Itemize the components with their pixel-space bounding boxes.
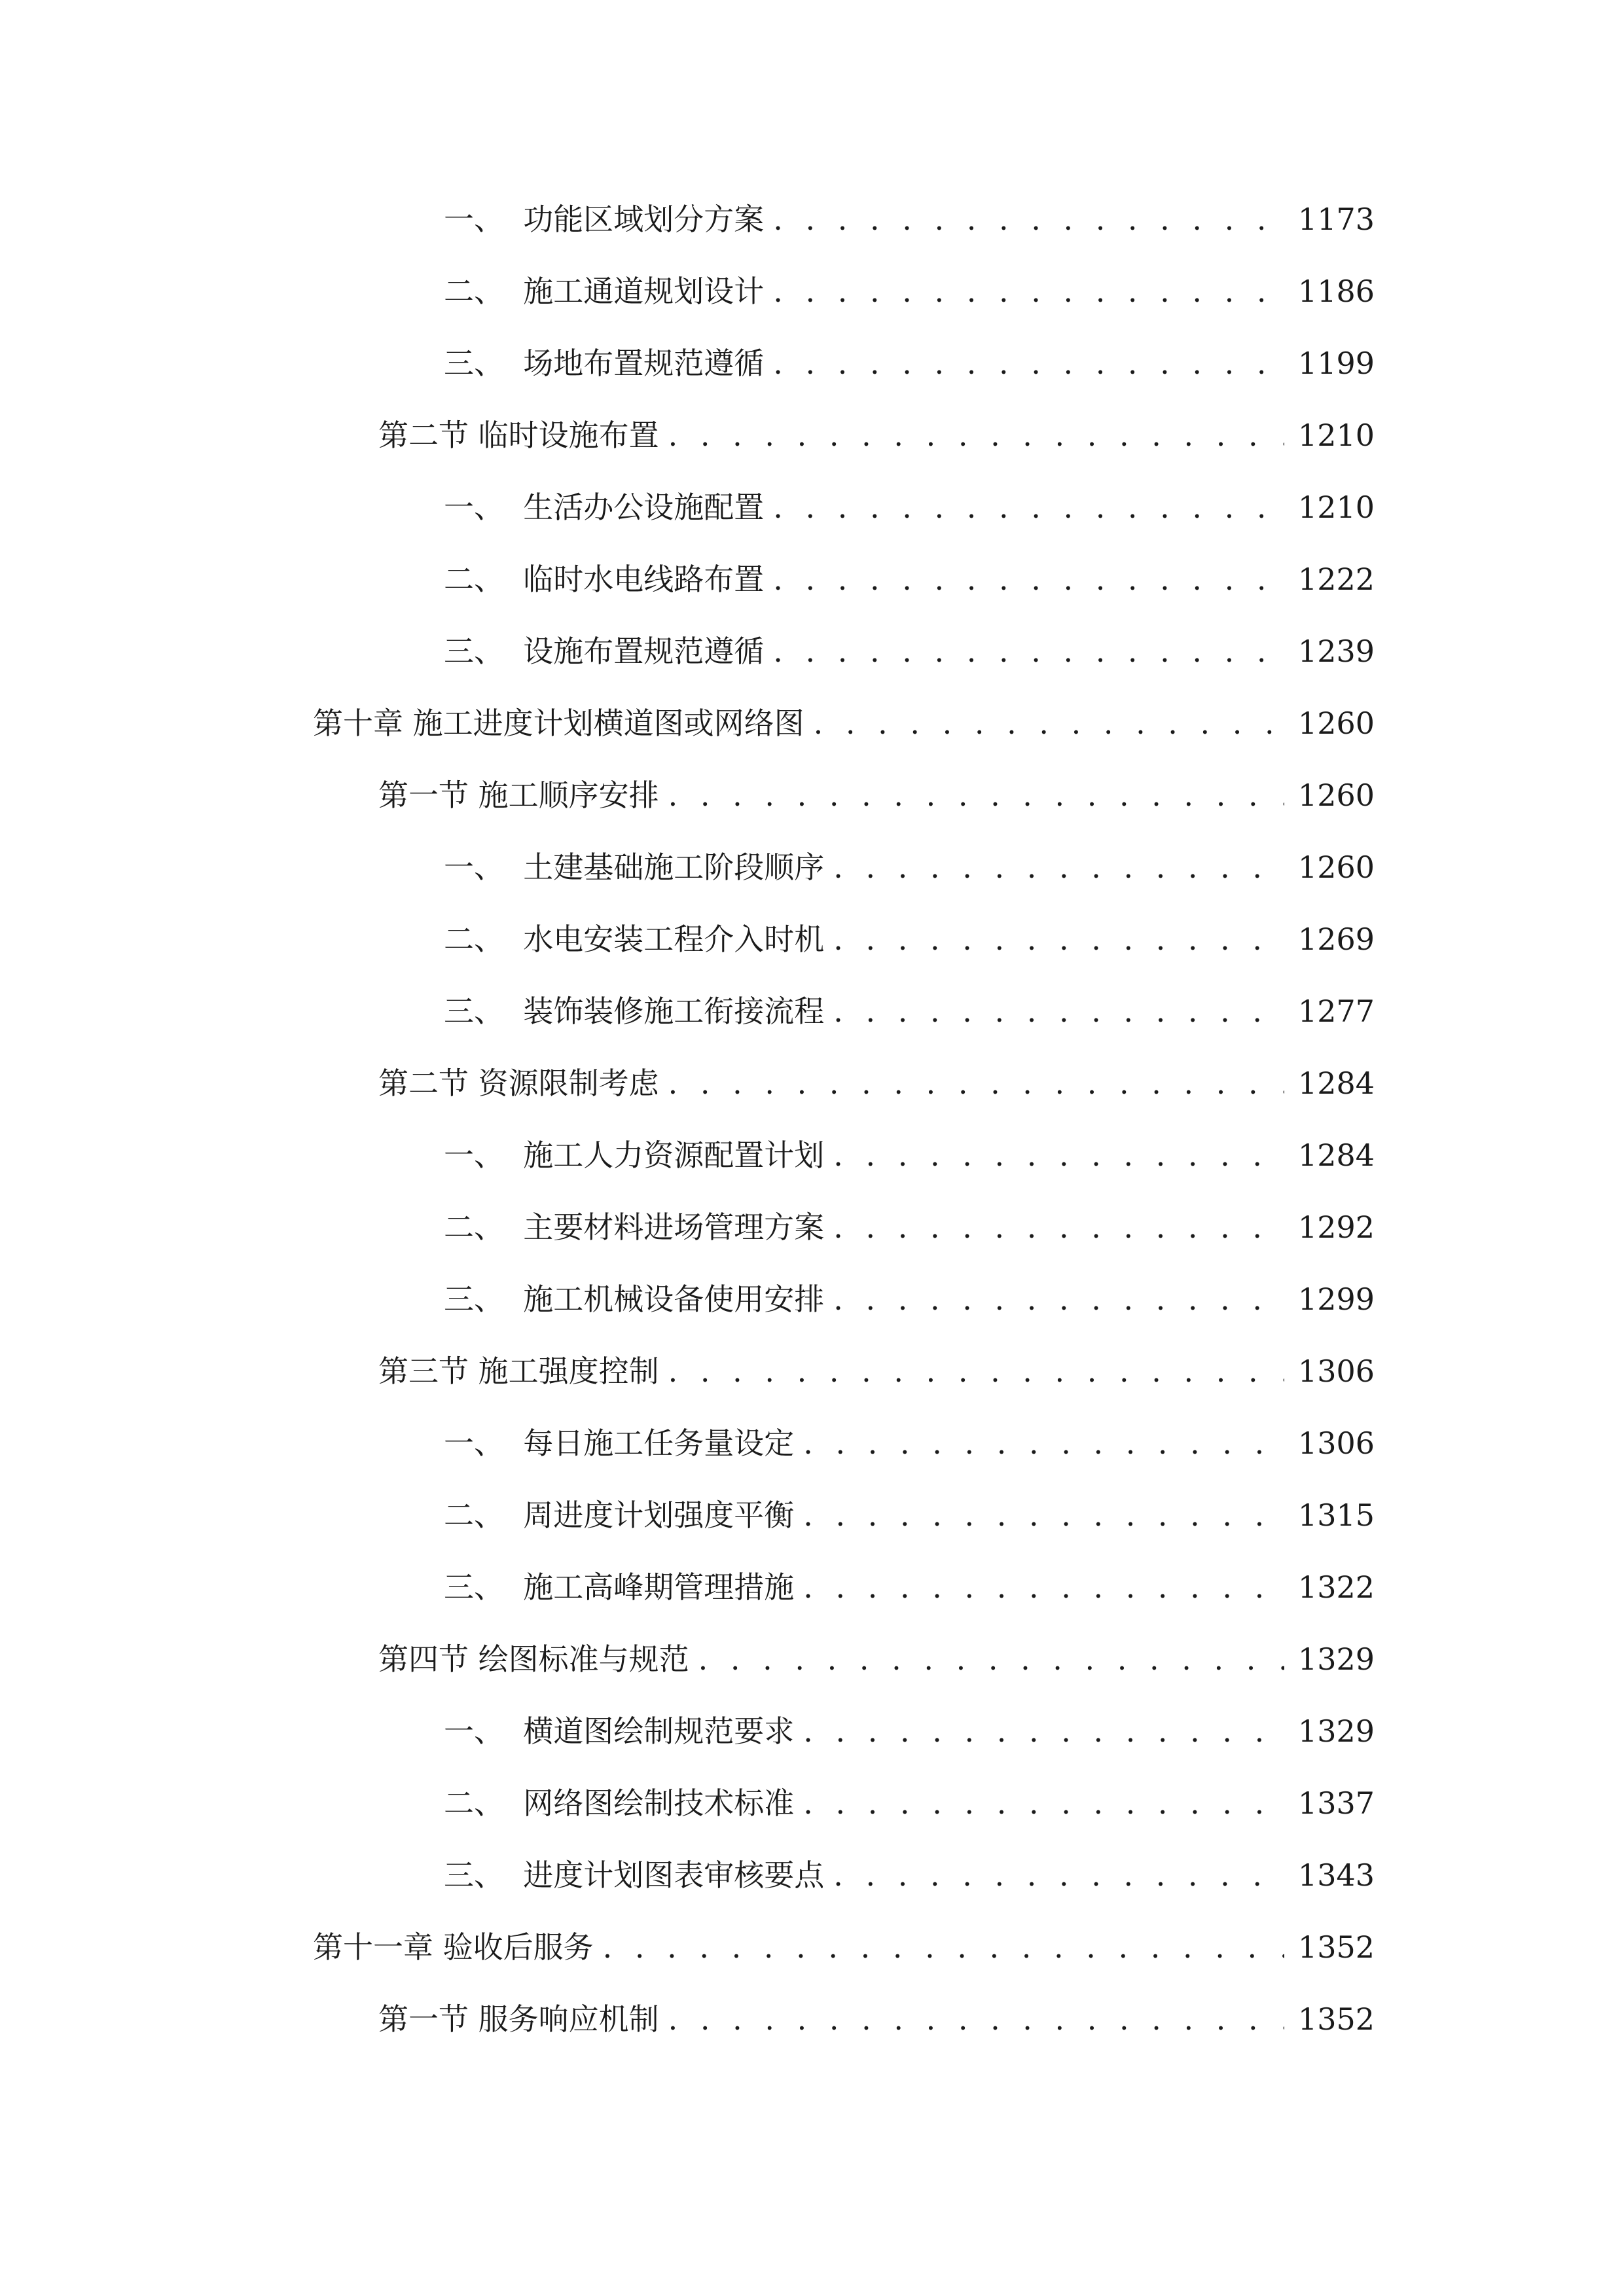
toc-dot-leader: [833, 1198, 1284, 1257]
toc-page-number: 1306: [1297, 1354, 1375, 1389]
toc-entry-title: 进度计划图表审核要点: [523, 1857, 825, 1893]
toc-entry-title: 功能区域划分方案: [523, 202, 765, 237]
toc-entry-title: 横道图绘制规范要求: [523, 1713, 795, 1749]
toc-subsection-entry[interactable]: [444, 262, 1375, 334]
toc-page-number: 1199: [1297, 346, 1375, 381]
toc-subsection-entry[interactable]: [444, 1774, 1375, 1846]
toc-entry-gap: [504, 1702, 523, 1761]
toc-entry-number: 三、: [444, 634, 504, 669]
toc-dot-leader: [773, 622, 1284, 681]
toc-entry-title: 场地布置规范遵循: [523, 346, 765, 381]
toc-entry-gap: [469, 406, 478, 465]
toc-page-number: 1292: [1297, 1210, 1375, 1245]
toc-dot-leader: [803, 1702, 1284, 1761]
toc-subsection-entry[interactable]: [444, 838, 1375, 910]
toc-subsection-entry[interactable]: [444, 622, 1375, 694]
toc-entry-number: 第三节: [378, 1354, 469, 1389]
toc-page-number: 1329: [1297, 1641, 1375, 1677]
toc-entry-gap: [504, 1486, 523, 1545]
toc-page-number: 1173: [1297, 202, 1375, 237]
toc-entry-title: 临时水电线路布置: [523, 562, 765, 597]
toc-section-entry[interactable]: [378, 1342, 1375, 1414]
toc-page-number: 1299: [1297, 1282, 1375, 1317]
toc-entry-gap: [504, 982, 523, 1041]
toc-entry-gap: [469, 1630, 478, 1689]
toc-entry-title: 设施布置规范遵循: [523, 634, 765, 669]
toc-subsection-entry[interactable]: [444, 190, 1375, 262]
toc-dot-leader: [773, 190, 1284, 249]
toc-dot-leader: [668, 1054, 1284, 1113]
toc-entry-number: 二、: [444, 922, 504, 957]
toc-dot-leader: [668, 766, 1284, 825]
toc-entry-number: 二、: [444, 1785, 504, 1821]
toc-subsection-entry[interactable]: [444, 910, 1375, 982]
toc-section-entry[interactable]: [378, 766, 1375, 838]
toc-page-number: 1284: [1297, 1066, 1375, 1101]
toc-entry-number: 一、: [444, 490, 504, 525]
toc-subsection-entry[interactable]: [444, 1414, 1375, 1486]
toc-dot-leader: [773, 550, 1284, 609]
toc-dot-leader: [833, 1126, 1284, 1185]
toc-subsection-entry[interactable]: [444, 478, 1375, 550]
toc-entry-gap: [504, 622, 523, 681]
toc-entry-title: 施工高峰期管理措施: [523, 1570, 795, 1605]
toc-page-number: 1186: [1297, 274, 1375, 309]
toc-entry-gap: [504, 1270, 523, 1329]
toc-entry-gap: [504, 1126, 523, 1185]
toc-entry-number: 一、: [444, 1713, 504, 1749]
toc-subsection-entry[interactable]: [444, 334, 1375, 406]
table-of-contents: [0, 190, 1624, 2062]
toc-dot-leader: [668, 406, 1284, 465]
toc-entry-number: 三、: [444, 1282, 504, 1317]
toc-entry-number: 第二节: [378, 1066, 469, 1101]
toc-subsection-entry[interactable]: [444, 1198, 1375, 1270]
toc-entry-gap: [504, 838, 523, 897]
toc-page-number: 1269: [1297, 922, 1375, 957]
toc-entry-title: 验收后服务: [442, 1929, 594, 1965]
toc-entry-title: 服务响应机制: [478, 2001, 659, 2037]
toc-entry-number: 一、: [444, 1426, 504, 1461]
toc-page-number: 1322: [1297, 1570, 1375, 1605]
toc-page-number: 1260: [1297, 850, 1375, 885]
toc-page-number: 1315: [1297, 1498, 1375, 1533]
toc-dot-leader: [668, 1342, 1284, 1401]
toc-subsection-entry[interactable]: [444, 550, 1375, 622]
toc-entry-title: 装饰装修施工衔接流程: [523, 994, 825, 1029]
toc-subsection-entry[interactable]: [444, 1558, 1375, 1630]
toc-entry-title: 生活办公设施配置: [523, 490, 765, 525]
toc-entry-number: 一、: [444, 202, 504, 237]
toc-section-entry[interactable]: [378, 1990, 1375, 2062]
toc-dot-leader: [833, 1846, 1284, 1905]
toc-entry-gap: [469, 1990, 478, 2049]
toc-page-number: 1352: [1297, 2001, 1375, 2037]
toc-page-number: 1284: [1297, 1138, 1375, 1173]
toc-dot-leader: [833, 982, 1284, 1041]
toc-subsection-entry[interactable]: [444, 1846, 1375, 1918]
toc-entry-gap: [469, 1342, 478, 1401]
toc-entry-gap: [504, 262, 523, 321]
toc-entry-number: 第十章: [313, 706, 403, 741]
toc-entry-number: 第四节: [378, 1641, 469, 1677]
toc-entry-title: 施工通道规划设计: [523, 274, 765, 309]
toc-page-number: 1329: [1297, 1713, 1375, 1749]
toc-entry-gap: [469, 766, 478, 825]
toc-dot-leader: [698, 1630, 1284, 1689]
toc-dot-leader: [773, 478, 1284, 537]
toc-subsection-entry[interactable]: [444, 1126, 1375, 1198]
toc-entry-title: 施工顺序安排: [478, 778, 659, 813]
toc-dot-leader: [833, 1270, 1284, 1329]
toc-section-entry[interactable]: [378, 1054, 1375, 1126]
toc-page-number: 1210: [1297, 418, 1375, 453]
toc-dot-leader: [833, 838, 1284, 897]
toc-entry-gap: [403, 694, 413, 753]
toc-dot-leader: [773, 262, 1284, 321]
toc-page-number: 1210: [1297, 490, 1375, 525]
toc-dot-leader: [603, 1918, 1284, 1977]
toc-entry-title: 水电安装工程介入时机: [523, 922, 825, 957]
toc-entry-number: 第一节: [378, 778, 469, 813]
toc-chapter-entry[interactable]: [313, 694, 1375, 766]
toc-entry-gap: [504, 1558, 523, 1617]
toc-dot-leader: [668, 1990, 1284, 2049]
toc-dot-leader: [803, 1558, 1284, 1617]
toc-subsection-entry[interactable]: [444, 1486, 1375, 1558]
toc-entry-number: 三、: [444, 346, 504, 381]
toc-entry-number: 二、: [444, 1498, 504, 1533]
toc-entry-title: 周进度计划强度平衡: [523, 1498, 795, 1533]
toc-entry-title: 绘图标准与规范: [478, 1641, 689, 1677]
toc-page-number: 1352: [1297, 1929, 1375, 1965]
toc-page-number: 1277: [1297, 994, 1375, 1029]
toc-entry-title: 主要材料进场管理方案: [523, 1210, 825, 1245]
toc-entry-title: 施工人力资源配置计划: [523, 1138, 825, 1173]
toc-page-number: 1260: [1297, 706, 1375, 741]
toc-entry-gap: [504, 1198, 523, 1257]
toc-section-entry[interactable]: [378, 406, 1375, 478]
toc-entry-title: 土建基础施工阶段顺序: [523, 850, 825, 885]
toc-page-number: 1306: [1297, 1426, 1375, 1461]
toc-subsection-entry[interactable]: [444, 982, 1375, 1054]
toc-page-number: 1260: [1297, 778, 1375, 813]
toc-dot-leader: [773, 334, 1284, 393]
toc-entry-number: 第十一章: [313, 1929, 433, 1965]
toc-entry-gap: [504, 1414, 523, 1473]
toc-entry-gap: [504, 550, 523, 609]
toc-entry-gap: [469, 1054, 478, 1113]
toc-entry-title: 临时设施布置: [478, 418, 659, 453]
toc-page-number: 1343: [1297, 1857, 1375, 1893]
toc-entry-title: 网络图绘制技术标准: [523, 1785, 795, 1821]
toc-dot-leader: [833, 910, 1284, 969]
toc-entry-title: 施工机械设备使用安排: [523, 1282, 825, 1317]
toc-page-number: 1337: [1297, 1785, 1375, 1821]
toc-page-number: 1222: [1297, 562, 1375, 597]
toc-entry-number: 三、: [444, 1570, 504, 1605]
toc-section-entry[interactable]: [378, 1630, 1375, 1702]
toc-entry-gap: [504, 1846, 523, 1905]
toc-entry-title: 资源限制考虑: [478, 1066, 659, 1101]
toc-entry-number: 第一节: [378, 2001, 469, 2037]
toc-dot-leader: [803, 1414, 1284, 1473]
toc-entry-number: 二、: [444, 562, 504, 597]
toc-subsection-entry[interactable]: [444, 1270, 1375, 1342]
toc-entry-title: 施工强度控制: [478, 1354, 659, 1389]
toc-entry-gap: [504, 910, 523, 969]
toc-entry-number: 二、: [444, 274, 504, 309]
toc-entry-number: 一、: [444, 1138, 504, 1173]
toc-entry-gap: [504, 334, 523, 393]
toc-entry-number: 二、: [444, 1210, 504, 1245]
toc-entry-gap: [504, 190, 523, 249]
toc-entry-title: 每日施工任务量设定: [523, 1426, 795, 1461]
toc-entry-gap: [433, 1918, 443, 1977]
toc-chapter-entry[interactable]: [313, 1918, 1375, 1990]
toc-page-number: 1239: [1297, 634, 1375, 669]
toc-dot-leader: [803, 1486, 1284, 1545]
toc-entry-number: 三、: [444, 1857, 504, 1893]
toc-entry-gap: [504, 1774, 523, 1833]
toc-subsection-entry[interactable]: [444, 1702, 1375, 1774]
toc-entry-gap: [504, 478, 523, 537]
toc-entry-title: 施工进度计划横道图或网络图: [412, 706, 804, 741]
toc-dot-leader: [803, 1774, 1284, 1833]
toc-entry-number: 一、: [444, 850, 504, 885]
toc-entry-number: 第二节: [378, 418, 469, 453]
toc-dot-leader: [814, 694, 1284, 753]
toc-entry-number: 三、: [444, 994, 504, 1029]
